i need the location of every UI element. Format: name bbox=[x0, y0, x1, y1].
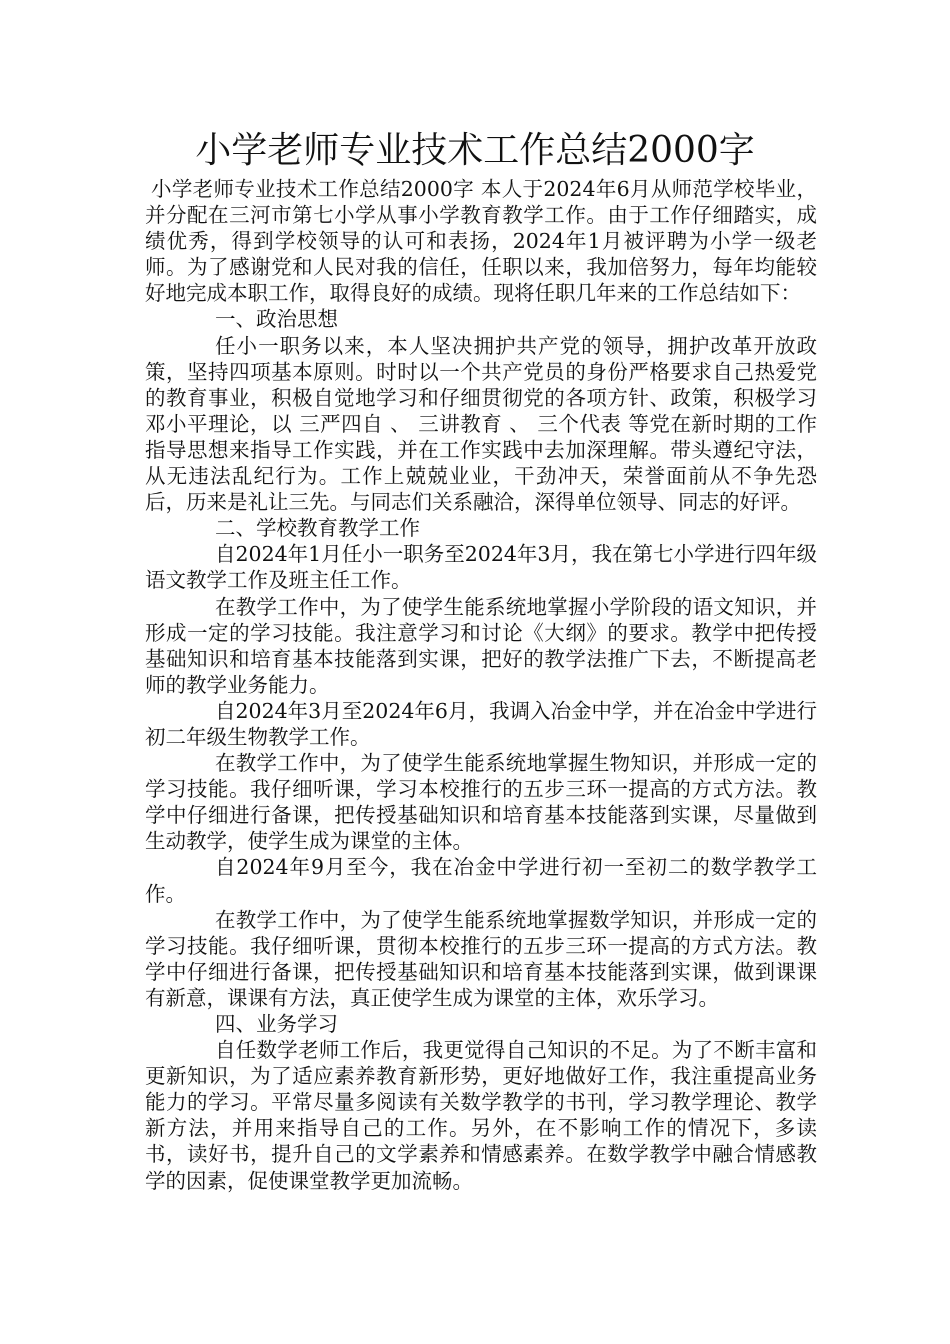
document-title: 小学老师专业技术工作总结2000字 bbox=[195, 130, 755, 171]
teaching-paragraph-4: 在教学工作中，为了使学生能系统地掌握生物知识，并形成一定的学习技能。我仔细听课，学习本校推行的五步三环一提高的方式方法。教学中仔细进行备课，把传授基础知识和培育基本技能落到实课，尽量做到生动教学，使学生成为课堂的主体。 bbox=[145, 751, 817, 854]
teaching-paragraph-3: 自2024年3月至2024年6月，我调入冶金中学，并在冶金中学进行初二年级生物教学工作。 bbox=[145, 698, 817, 749]
section-heading-teaching: 二、学校教育教学工作 bbox=[215, 516, 420, 541]
section-heading-study: 四、业务学习 bbox=[215, 1012, 338, 1036]
document-body bbox=[145, 176, 817, 1194]
section-heading-politics: 一、政治思想 bbox=[215, 307, 338, 332]
teaching-paragraph-2: 在教学工作中，为了使学生能系统地掌握小学阶段的语文知识，并形成一定的学习技能。我注意学习和讨论《大纲》的要求。教学中把传授基础知识和培育基本技能落到实课，把好的教学法推广下去，不断提高老师的教学业务能力。 bbox=[145, 594, 817, 697]
study-paragraph: 自任数学老师工作后，我更觉得自己知识的不足。为了不断丰富和更新知识，为了适应素养教育新形势，更好地做好工作，我注重提高业务能力的学习。平常尽量多阅读有关数学教学的书刊，学习教学理论、教学新方法，并用来指导自己的工作。另外，在不影响工作的情况下，多读书，读好书，提升自己的文学素养和情感素养。在数学教学中融合情感教学的因素，促使课堂教学更加流畅。 bbox=[145, 1038, 817, 1193]
intro-paragraph: 小学老师专业技术工作总结2000字 本人于2024年6月从师范学校毕业，并分配在三河市第七小学从事小学教育教学工作。由于工作仔细踏实，成绩优秀，得到学校领导的认可和表扬，2024年1月被评聘为小学一级老师。为了感谢党和人民对我的信任，任职以来，我加倍努力，每年均能较好地完成本职工作，取得良好的成绩。现将任职几年来的工作总结如下： bbox=[145, 177, 817, 306]
teaching-paragraph-5: 自2024年9月至今，我在冶金中学进行初一至初二的数学教学工作。 bbox=[145, 855, 817, 906]
politics-paragraph: 任小一职务以来，本人坚决拥护共产党的领导，拥护改革开放政策，坚持四项基本原则。时时以一个共产党员的身份严格要求自己热爱党的教育事业，积极自觉地学习和仔细贯彻党的各项方针、政策，积极学习邓小平理论，以 三严四自 、 三讲教育 、 三个代表 等党在新时期的工作指导思想来指导工作实践，并在工作实践中去加深理解。带头遵纪守法，从无违法乱纪行为。工作上兢兢业业，干劲冲天，荣誉面前从不争先恐后，历来是礼让三先。与同志们关系融洽，深得单位领导、同志的好评。 bbox=[145, 333, 817, 515]
teaching-paragraph-1: 自2024年1月任小一职务至2024年3月，我在第七小学进行四年级语文教学工作及班主任工作。 bbox=[145, 542, 817, 593]
teaching-paragraph-6: 在教学工作中，为了使学生能系统地掌握数学知识，并形成一定的学习技能。我仔细听课，贯彻本校推行的五步三环一提高的方式方法。教学中仔细进行备课，把传授基础知识和培育基本技能落到实课，做到课课有新意，课课有方法，真正使学生成为课堂的主体，欢乐学习。 bbox=[145, 907, 817, 1010]
